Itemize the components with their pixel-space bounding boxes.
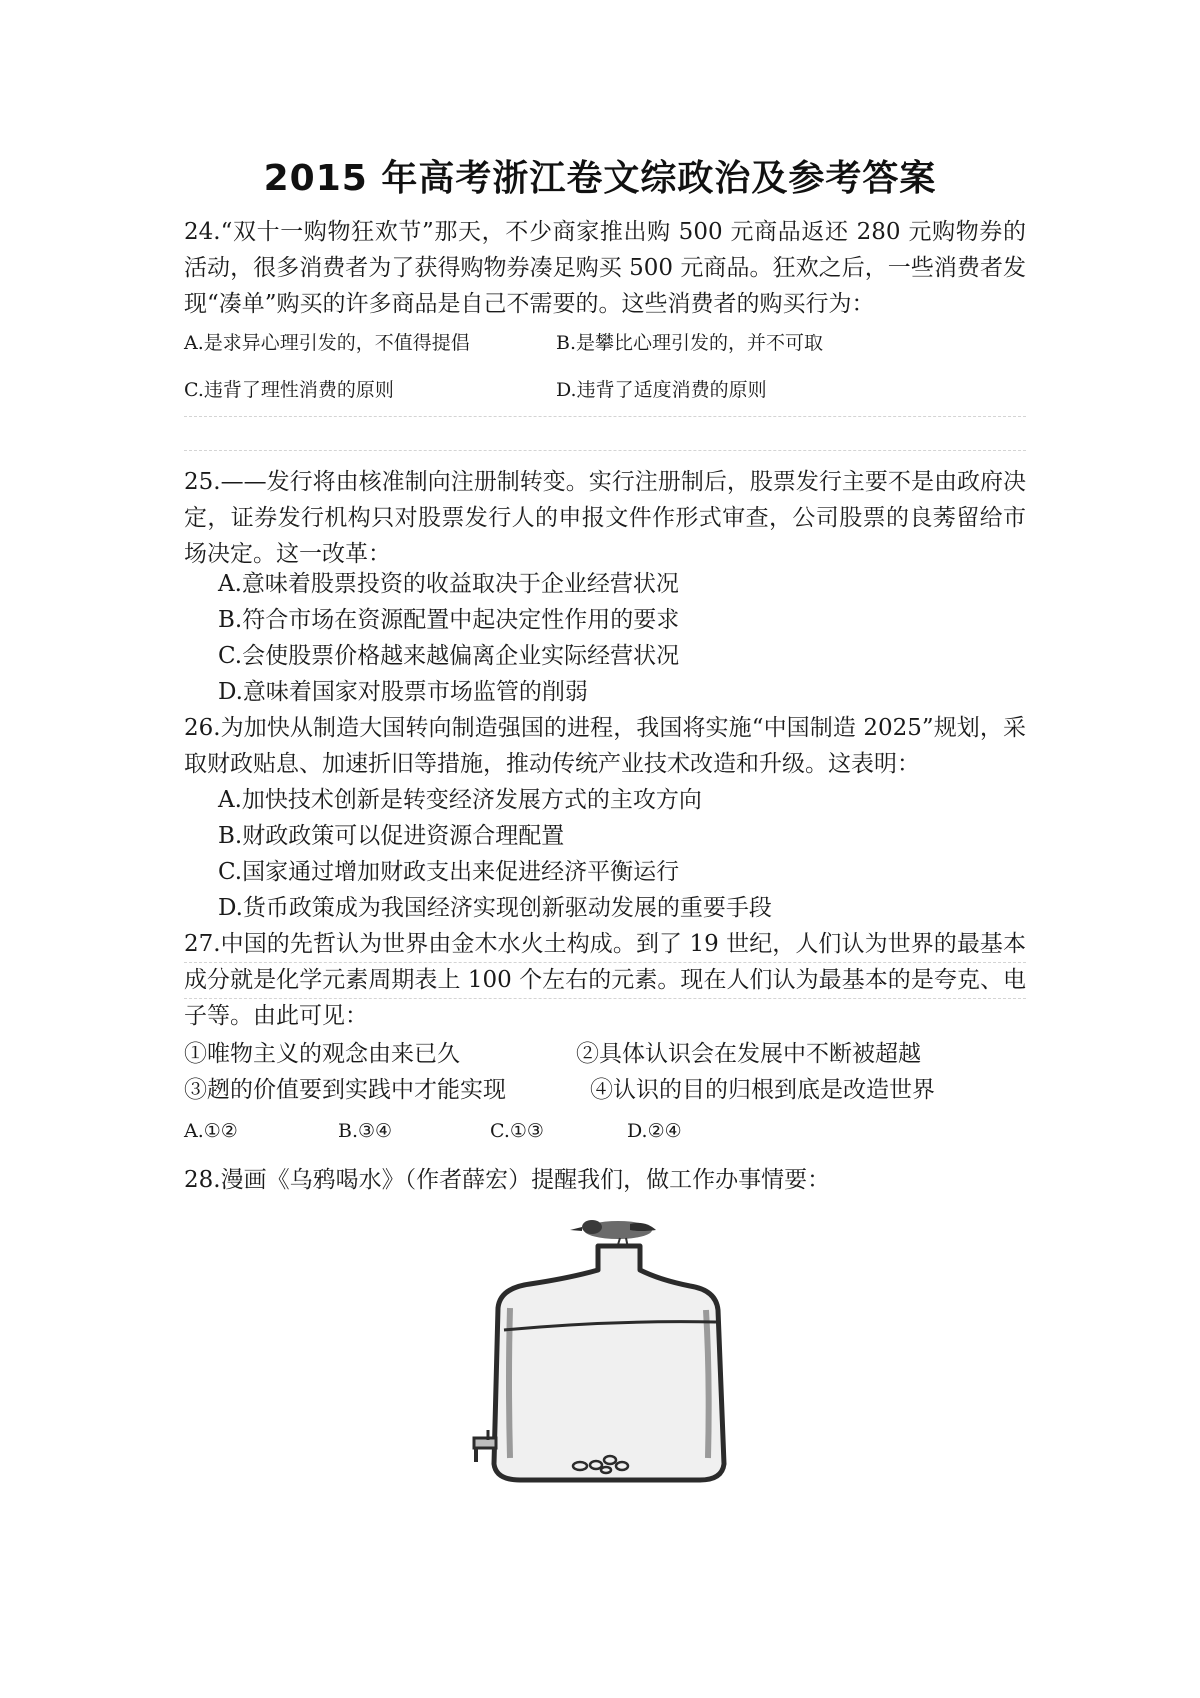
q25-option-c: C.会使股票价格越来越偏离企业实际经营状况 (218, 643, 680, 669)
question-24-stem: 24.“双十一购物狂欢节”那天，不少商家推出购 500 元商品返还 280 元购物券的活动，很多消费者为了获得购物券凑足购买 500 元商品。狂欢之后，一些消费者发现“凑单”购买的许多商品是自己不需要的。这些消费者的购买行为： (184, 219, 1026, 317)
page-title: 2015 年高考浙江卷文综政治及参考答案 (263, 158, 937, 199)
q27-option-a: A.①② (184, 1120, 238, 1142)
q24-option-b: B.是攀比心理引发的，并不可取 (556, 332, 824, 354)
divider (184, 450, 1026, 451)
question-26-stem: 26.为加快从制造大国转向制造强国的进程，我国将实施“中国制造 2025”规划，采取财政贴息、加速折旧等措施，推动传统产业技术改造和升级。这表明： (184, 715, 1026, 777)
q27-option-d: D.②④ (627, 1120, 682, 1142)
q25-option-b: B.符合市场在资源配置中起决定性作用的要求 (218, 607, 680, 633)
q24-option-a: A.是求异心理引发的，不值得提倡 (184, 332, 470, 354)
q26-option-b: B.财政政策可以促进资源合理配置 (218, 823, 565, 849)
question-27 (184, 926, 1026, 1034)
q27-statement-1: ①唯物主义的观念由来已久 (184, 1041, 460, 1067)
question-28 (184, 1162, 1026, 1198)
q26-option-c: C.国家通过增加财政支出来促进经济平衡运行 (218, 859, 680, 885)
divider (184, 962, 1026, 963)
q25-option-d: D.意味着国家对股票市场监管的削弱 (218, 679, 588, 705)
question-25-stem: 25.——发行将由核准制向注册制转变。实行注册制后，股票发行主要不是由政府决定，证券发行机构只对股票发行人的申报文件作形式审查，公司股票的良莠留给市场决定。这一改革： (184, 469, 1026, 567)
question-28-stem: 28.漫画《乌鸦喝水》（作者薛宏）提醒我们，做工作办事情要： (184, 1167, 831, 1193)
divider (184, 416, 1026, 417)
divider (184, 998, 1026, 999)
q25-option-a: A.意味着股票投资的收益取决于企业经营状况 (218, 571, 679, 597)
bottle-outline (494, 1246, 724, 1480)
question-24 (184, 214, 1026, 322)
question-25 (184, 464, 1026, 572)
question-26 (184, 710, 1026, 782)
crow-drinking-water-cartoon (470, 1218, 750, 1488)
q27-statement-3: ③趔的价值要到实践中才能实现 (184, 1077, 506, 1103)
question-27-stem: 27.中国的先哲认为世界由金木水火土构成。到了 19 世纪，人们认为世界的最基本成分就是化学元素周期表上 100 个左右的元素。现在人们认为最基本的是夸克、电子等。由此可见： (184, 931, 1026, 1029)
q26-option-a: A.加快技术创新是转变经济发展方式的主攻方向 (218, 787, 702, 813)
q27-statement-4: ④认识的目的归根到底是改造世界 (590, 1077, 935, 1103)
q27-option-c: C.①③ (490, 1120, 544, 1142)
q24-option-c: C.违背了理性消费的原则 (184, 379, 394, 401)
q27-statement-2: ②具体认识会在发展中不断被超越 (576, 1041, 921, 1067)
q27-option-b: B.③④ (338, 1120, 393, 1142)
q24-option-d: D.违背了适度消费的原则 (556, 379, 767, 401)
q26-option-d: D.货币政策成为我国经济实现创新驱动发展的重要手段 (218, 895, 772, 921)
